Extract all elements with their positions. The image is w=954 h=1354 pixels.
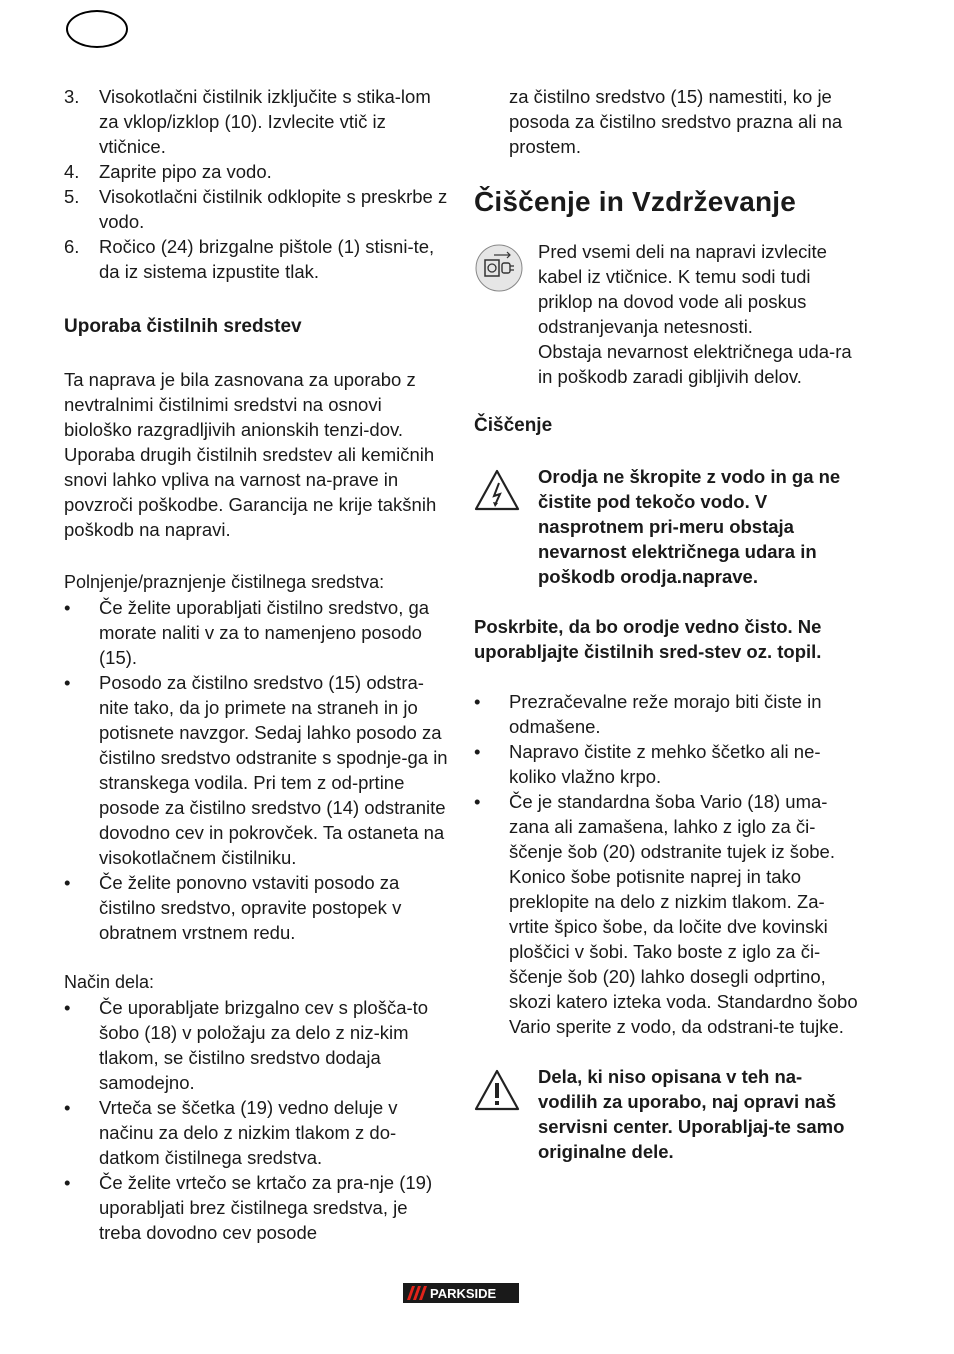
electric-shock-warning-icon xyxy=(474,468,520,517)
right-column xyxy=(474,84,860,1164)
list-item: 5. Visokotlačni čistilnik odklopite s preskrbe z vodo. xyxy=(64,186,448,232)
list-item: 4. Zaprite pipo za vodo. xyxy=(64,161,272,182)
unplug-text: Pred vsemi deli na napravi izvlecite kabel iz vtičnice. K temu sodi tudi priklop na dovod vode ali poskus odstranjevanja netesnosti. xyxy=(538,241,827,337)
svg-text:PARKSIDE: PARKSIDE xyxy=(430,1286,497,1301)
list-item: • Vrteča se ščetka (19) vedno deluje v načinu za delo z nizkim tlakom z do-datkom čistilnega sredstva. xyxy=(64,1097,398,1168)
mode-list xyxy=(64,995,448,1245)
left-column xyxy=(64,84,448,1245)
detergent-intro: Ta naprava je bila zasnovana za uporabo z nevtralnimi čistilnimi sredstvi na osnovi biološko razgradljivih anionskih tenzi-dov. Uporaba drugih čistilnih sredstev ali kemičnih snovi lahko vpliva na varnost na-prave in povzroči poškodbe. Garancija ne krije takšnih poškodb na napravi. xyxy=(64,369,437,540)
list-item: 6. Ročico (24) brizgalne pištole (1) stisni-te, da iz sistema izpustite tlak. xyxy=(64,236,435,282)
service-warning-text: Dela, ki niso opisana v teh na-vodilih za uporabo, naj opravi naš servisni center. Uporabljaj-te samo originalne dele. xyxy=(538,1066,845,1162)
list-item: • Napravo čistite z mehko ščetko ali ne-koliko vlažno krpo. xyxy=(474,741,821,787)
list-item: • Če želite vrtečo se krtačo za pra-nje (19) uporabljati brez čistilnega sredstva, je treba dovodno cev posode xyxy=(64,1172,433,1243)
list-item: • Če je standardna šoba Vario (18) uma-zana ali zamašena, lahko z iglo za či-ščenje šob (20) odstranite tujek iz šobe. Konico šobe potisnite naprej in tako preklopite na delo z nizkim tlakom. Za-vrtite špico šobe, da ločite dve kovinski ploščici v šobi. Tako boste z iglo za či-ščenje šob (20) lahko dosegli odprtino, skozi katero izteka voda. Standardno šobo Vario sperite z vodo, da odstrani-te tujke. xyxy=(474,791,858,1037)
list-item: • Prezračevalne reže morajo biti čiste in odmašene. xyxy=(474,691,822,737)
list-item: • Posodo za čistilno sredstvo (15) odstra-nite tako, da jo primete na straneh in jo potisnete navzgor. Sedaj lahko posodo za čistilno sredstvo odstranite s spodnje-ga in stranskega vodila. Pri tem z od-prtine posode za čistilno sredstvo (14) odstranite dovodno cev in pokrovček. Ta ostaneta na visokotlačnem čistilniku. xyxy=(64,672,448,868)
exclamation-warning-icon xyxy=(474,1068,520,1117)
mode-heading: Način dela: xyxy=(64,972,155,992)
parkside-logo xyxy=(403,1283,519,1303)
unplug-icon xyxy=(474,243,524,298)
service-warning xyxy=(474,1064,860,1164)
detergent-heading: Uporaba čistilnih sredstev xyxy=(64,316,302,337)
fill-list xyxy=(64,595,448,945)
list-item: • Če želite ponovno vstaviti posodo za čistilno sredstvo, opravite postopek v obratnem vrstnem redu. xyxy=(64,872,402,943)
list-item: • Če uporabljate brizgalno cev s plošča-to šobo (18) v položaju za delo z niz-kim tlakom, se čistilno sredstvo dodaja samodejno. xyxy=(64,997,429,1093)
list-item: 3. Visokotlačni čistilnik izključite s stika-lom za vklop/izklop (10). Izvlecite vtič iz vtičnice. xyxy=(64,86,431,157)
continued-text: za čistilno sredstvo (15) namestiti, ko je posoda za čistilno sredstvo prazna ali na prostem. xyxy=(509,86,843,157)
unplug-notice xyxy=(474,239,860,389)
main-heading: Čiščenje in Vzdrževanje xyxy=(474,186,797,217)
cleaning-heading: Čiščenje xyxy=(474,415,553,436)
unplug-hazard-text: Obstaja nevarnost električnega uda-ra in poškodb zaradi gibljivih delov. xyxy=(538,341,852,387)
fill-heading: Polnjenje/praznjenje čistilnega sredstva: xyxy=(64,572,385,592)
clean-list xyxy=(474,689,860,1039)
clean-note: Poskrbite, da bo orodje vedno čisto. Ne uporabljajte čistilnih sred-stev oz. topil. xyxy=(474,616,822,662)
shock-warning-text: Orodja ne škropite z vodo in ga ne čistite pod tekočo vodo. V nasprotnem pri-meru obstaja nevarnost električnega udara in poškodb orodja.naprave. xyxy=(538,466,841,587)
steps-list xyxy=(64,84,448,284)
language-badge xyxy=(66,10,128,48)
list-item: • Če želite uporabljati čistilno sredstvo, ga morate naliti v za to namenjeno posodo (15). xyxy=(64,597,430,668)
shock-warning xyxy=(474,464,860,589)
